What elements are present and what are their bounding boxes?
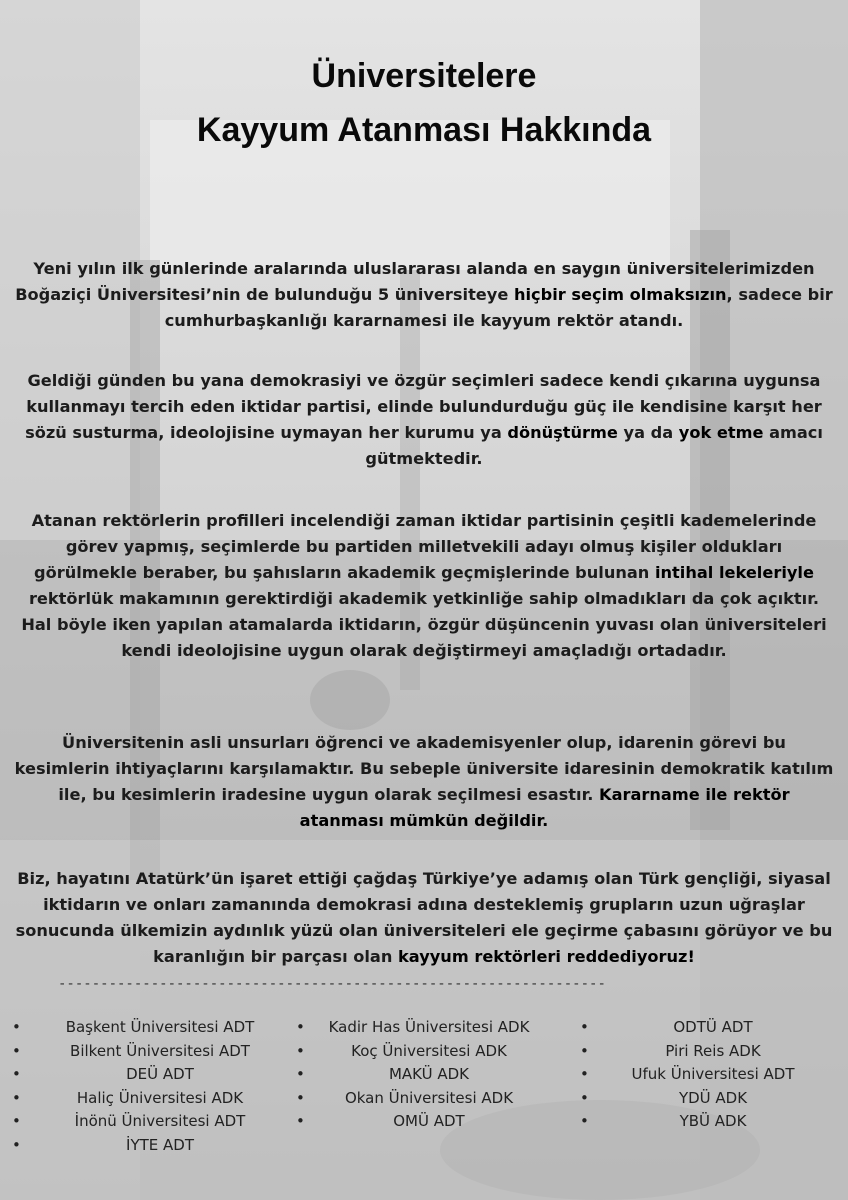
signatory-name: Bilkent Üniversitesi ADT xyxy=(70,1041,250,1060)
paragraph-2 xyxy=(14,368,834,472)
signatory-name: Ufuk Üniversitesi ADT xyxy=(631,1065,795,1083)
signatory-item xyxy=(296,1087,556,1111)
paragraph-2-emphasis-1: dönüştürme xyxy=(507,423,618,442)
bullet-icon: • xyxy=(12,1065,21,1083)
bullet-icon: • xyxy=(12,1088,21,1107)
paragraph-1-text-c: , sadece bir cumhurbaşkanlığı kararnamesi ile kayyum rektör atandı. xyxy=(164,285,833,330)
paragraph-2-emphasis-2: yok etme xyxy=(678,423,764,442)
paragraph-3 xyxy=(14,508,834,664)
bullet-icon: • xyxy=(12,1135,21,1154)
bullet-icon: • xyxy=(12,1112,21,1130)
paragraph-3-text-c: rektörlük makamının gerektirdiği akademik yetkinliğe sahip olmadıkları da çok açıktır. Hal böyle iken yapılan atamalarda iktidarın, özgür düşüncenin yuvası olan üniversiteleri kendi ideolojisine uygun olarak değiştirmeyi amaçladığı ortadadır. xyxy=(21,589,827,660)
signatory-name: OMÜ ADT xyxy=(393,1112,465,1130)
bullet-icon: • xyxy=(296,1088,305,1107)
signatory-name: ODTÜ ADT xyxy=(673,1018,753,1036)
signatory-item xyxy=(12,1063,272,1087)
signatory-item xyxy=(580,1087,840,1111)
paragraph-2-text-c: ya da xyxy=(617,423,679,442)
signatory-item xyxy=(296,1016,556,1040)
bullet-icon: • xyxy=(296,1018,305,1036)
bullet-icon: • xyxy=(296,1041,305,1060)
signatory-item xyxy=(580,1016,840,1040)
signatory-item xyxy=(580,1040,840,1064)
signatory-name: Başkent Üniversitesi ADT xyxy=(65,1018,255,1036)
paragraph-2-text-a: Geldiği günden bu yana demokrasiyi ve özgür seçimleri sadece kendi çıkarına uygunsa kullanmayı tercih eden iktidar partisi, elinde bulundurduğu güç ile kendisine karşıt her sözü susturma, ideolojisine uymayan her kurumu ya xyxy=(25,371,822,442)
paragraph-5-text-a: Biz, hayatını Atatürk’ün işaret ettiği çağdaş Türkiye’ye adamış olan Türk gençliği, siyasal iktidarın ve onları zamanında demokrasi adına desteklemiş grupların uzun uğraşlar sonucunda ülkemizin aydınlık yüzü olan üniversiteleri ele geçirme çabasını görüyor ve bu karanlığın bir parçası olan xyxy=(15,869,833,966)
signatory-name: DEÜ ADT xyxy=(126,1065,194,1083)
paragraph-1-emphasis: hiçbir seçim olmaksızın xyxy=(513,285,727,304)
signatory-item xyxy=(580,1063,840,1087)
paragraph-4-text-a: Üniversitenin asli unsurları öğrenci ve akademisyenler olup, idarenin görevi bu kesimlerin ihtiyaçlarını karşılamaktır. Bu sebeple üniversite idaresinin demokratik katılım ile, bu kesimlerin iradesine uygun olarak seçilmesi esastır. xyxy=(14,733,834,804)
paragraph-5-emphasis: kayyum rektörleri reddediyoruz! xyxy=(398,947,695,966)
signatory-item xyxy=(296,1063,556,1087)
paragraph-2-text-e: amacı gütmektedir. xyxy=(365,423,823,468)
paragraph-3-emphasis: intihal lekeleriyle xyxy=(654,563,814,582)
signatory-item xyxy=(12,1040,272,1064)
signatory-name: İYTE ADT xyxy=(126,1135,194,1154)
paragraph-5 xyxy=(14,866,834,970)
paragraph-3-text-a: Atanan rektörlerin profilleri incelendiği zaman iktidar partisinin çeşitli kademelerinde görev yapmış, seçimlerde bu partiden milletvekili adayı olmuş kişiler oldukları görülmekle beraber, bu şahısların akademik geçmişlerinde bulunan xyxy=(31,511,817,582)
signatory-name: Haliç Üniversitesi ADK xyxy=(76,1088,244,1107)
signatory-name: Piri Reis ADK xyxy=(665,1041,761,1060)
signatories-column-1 xyxy=(12,1016,272,1157)
bullet-icon: • xyxy=(296,1112,305,1130)
paragraph-1-text-a: Yeni yılın ilk günlerinde aralarında uluslararası alanda en saygın üniversitelerimizden Boğaziçi Üniversitesi’nin de bulunduğu 5 üniversiteye xyxy=(15,259,815,304)
bullet-icon: • xyxy=(580,1041,589,1060)
signatory-item xyxy=(296,1110,556,1134)
bullet-icon: • xyxy=(12,1018,21,1036)
bullet-icon: • xyxy=(580,1088,589,1107)
signatory-item xyxy=(12,1087,272,1111)
signatory-name: Kadir Has Üniversitesi ADK xyxy=(328,1018,530,1036)
bullet-icon: • xyxy=(580,1065,589,1083)
signatory-name: Koç Üniversitesi ADK xyxy=(351,1041,507,1060)
title-line-1: Üniversitelere xyxy=(311,57,537,95)
paragraph-4-emphasis: Kararname ile rektör atanması mümkün değildir. xyxy=(299,785,790,830)
signatory-name: YBÜ ADK xyxy=(679,1112,747,1130)
signatory-item xyxy=(296,1040,556,1064)
signatory-name: Okan Üniversitesi ADK xyxy=(344,1088,514,1107)
signatory-item xyxy=(12,1016,272,1040)
signatory-item xyxy=(12,1134,272,1158)
bullet-icon: • xyxy=(296,1065,305,1083)
bullet-icon: • xyxy=(580,1018,589,1036)
signatory-name: MAKÜ ADK xyxy=(388,1065,470,1083)
signatories-column-3 xyxy=(580,1016,840,1134)
dashed-separator: ----------------------------------------------------------------- xyxy=(58,978,606,990)
title-line-2: Kayyum Atanması Hakkında xyxy=(196,111,652,149)
signatories-column-2 xyxy=(296,1016,556,1134)
signatory-name: YDÜ ADK xyxy=(678,1088,748,1107)
bullet-icon: • xyxy=(12,1041,21,1060)
signatory-name: İnönü Üniversitesi ADT xyxy=(74,1112,246,1130)
signatory-item xyxy=(580,1110,840,1134)
paragraph-1 xyxy=(14,256,834,334)
signatory-item xyxy=(12,1110,272,1134)
paragraph-4 xyxy=(14,730,834,834)
bullet-icon: • xyxy=(580,1112,589,1130)
